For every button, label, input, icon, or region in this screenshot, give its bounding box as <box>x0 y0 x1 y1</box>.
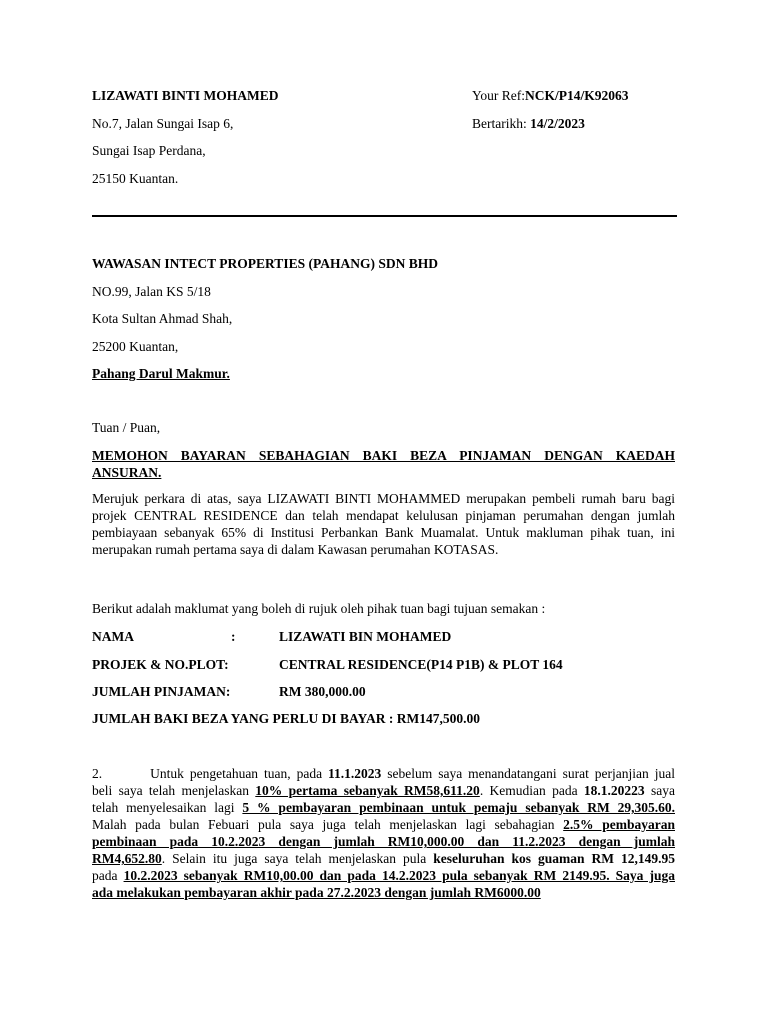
date-line <box>472 115 585 132</box>
recipient-name: WAWASAN INTECT PROPERTIES (PAHANG) SDN BHD <box>92 256 438 271</box>
info-label-projek: PROJEK & NO.PLOT: <box>92 657 229 672</box>
subject-line: ANSURAN. <box>92 465 162 480</box>
payment-line: Malah pada bulan Febuari pula saya juga telah menjelaskan lagi sebahagian 2.5% pembayaran <box>92 817 675 832</box>
payment-line: pada 10.2.2023 sebanyak RM10,00.00 dan pada 14.2.2023 pula sebanyak RM 2149.95. Saya juga <box>92 868 675 883</box>
info-lead: Berikut adalah maklumat yang boleh di rujuk oleh pihak tuan bagi tujuan semakan : <box>92 601 546 616</box>
payment-line: ada melakukan pembayaran akhir pada 27.2.2023 dengan jumlah RM6000.00 <box>92 885 541 900</box>
info-value-nama: LIZAWATI BIN MOHAMED <box>279 629 452 644</box>
intro-paragraph <box>92 490 675 558</box>
payment-line: beli saya telah menjelaskan 10% pertama sebanyak RM58,611.20. Kemudian pada 18.1.20223 saya <box>92 783 675 798</box>
info-label-nama: NAMA <box>92 629 134 644</box>
intro-line: Merujuk perkara di atas, saya LIZAWATI BINTI MOHAMMED merupakan pembeli rumah baru bagi <box>92 491 675 506</box>
sender-address-line: No.7, Jalan Sungai Isap 6, <box>92 116 234 131</box>
info-label-pinjaman: JUMLAH PINJAMAN: <box>92 684 231 699</box>
recipient-address-line: Kota Sultan Ahmad Shah, <box>92 311 233 326</box>
subject-line: MEMOHON BAYARAN SEBAHAGIAN BAKI BEZA PINJAMAN DENGAN KAEDAH <box>92 448 675 463</box>
payment-line: RM4,652.80. Selain itu juga saya telah menjelaskan pula keseluruhan kos guaman RM 12,149.95 <box>92 851 675 866</box>
intro-line: merupakan rumah pertama saya di dalam Kawasan perumahan KOTASAS. <box>92 542 499 557</box>
sender-name: LIZAWATI BINTI MOHAMED <box>92 88 279 103</box>
sender-address-line: Sungai Isap Perdana, <box>92 143 206 158</box>
payment-line: telah menyelesaikan lagi 5 % pembayaran pembinaan untuk pemaju sebanyak RM 29,305.60. <box>92 800 675 815</box>
info-colon: : <box>231 629 236 644</box>
salutation: Tuan / Puan, <box>92 420 161 435</box>
reference-value: NCK/P14/K92063 <box>525 88 629 103</box>
info-value-pinjaman: RM 380,000.00 <box>279 684 366 699</box>
intro-line: projek CENTRAL RESIDENCE dan telah mendapat kelulusan pinjaman perumahan dengan jumlah <box>92 508 675 523</box>
payment-line: pembinaan pada 10.2.2023 dengan jumlah RM10,000.00 dan 11.2.2023 dengan jumlah <box>92 834 675 849</box>
recipient-address-line: NO.99, Jalan KS 5/18 <box>92 284 211 299</box>
info-value-projek: CENTRAL RESIDENCE(P14 P1B) & PLOT 164 <box>279 657 563 672</box>
sender-address-line: 25150 Kuantan. <box>92 171 179 186</box>
payment-line: 2. Untuk pengetahuan tuan, pada 11.1.2023 sebelum saya menandatangani surat perjanjian jual <box>92 766 675 781</box>
recipient-state: Pahang Darul Makmur. <box>92 366 230 381</box>
date-label: Bertarikh: <box>472 116 531 131</box>
date-value: 14/2/2023 <box>530 116 585 131</box>
reference-label: Your Ref: <box>472 88 526 103</box>
recipient-address-line: 25200 Kuantan, <box>92 339 179 354</box>
divider <box>92 215 677 217</box>
intro-line: pembiayaan sebanyak 65% di Institusi Perbankan Bank Muamalat. Untuk makluman pihak tuan, ini <box>92 525 675 540</box>
info-balance-line: JUMLAH BAKI BEZA YANG PERLU DI BAYAR : RM147,500.00 <box>92 711 481 726</box>
subject <box>92 447 675 481</box>
payment-paragraph <box>92 765 675 901</box>
reference <box>472 87 629 104</box>
